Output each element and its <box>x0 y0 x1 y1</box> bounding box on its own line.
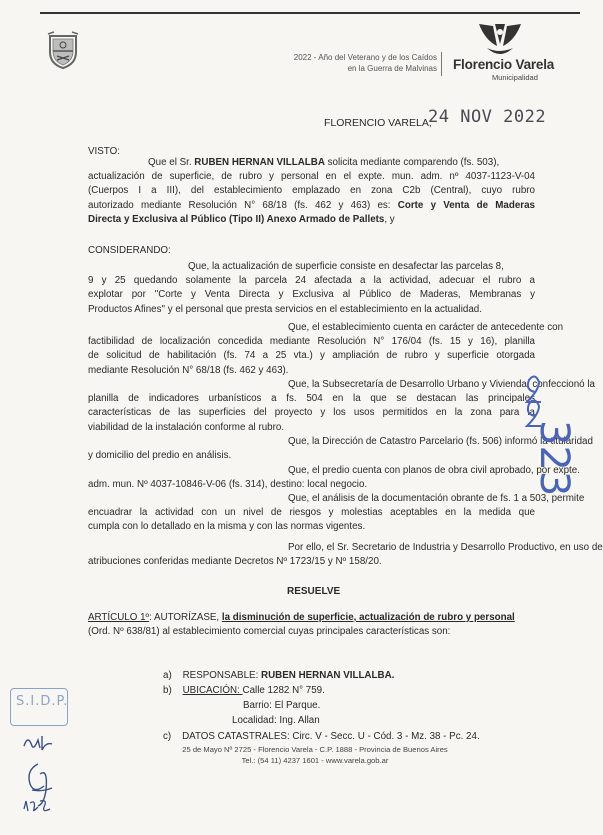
municipality-logo-icon <box>475 22 525 60</box>
paragraph-line: de solicitud de habilitación (fs. 74 a 25 vta.) y ampliación de rubro y superficie otorgada <box>88 350 535 362</box>
item-key: RESPONSABLE: <box>182 670 262 681</box>
paragraph-line: 9 y 25 quedando solamente la parcela 24 afectada a la actividad, adecuar el rubro a <box>88 275 535 287</box>
paragraph-line: Que, el establecimiento cuenta en carácter de antecedente con <box>288 322 564 333</box>
motto-line-1: 2022 - Año del Veterano y de los Caídos <box>293 53 437 62</box>
item-label: b) <box>163 685 172 696</box>
visto-heading: VISTO: <box>88 146 120 157</box>
page-number-stamp <box>505 380 577 580</box>
paragraph-line: factibilidad de localización concedida mediante Resolución N° 176/04 (fs. 15 y 16), planilla <box>88 336 535 348</box>
paragraph-line: Que, el predio cuenta con planos de obra civil aprobado, por expte. <box>288 465 580 476</box>
paragraph-line: características de las superficies del proyecto y los usos permitidos en la zona para la <box>88 407 535 419</box>
rubro-text: Directa y Exclusiva al Público (Tipo II) Anexo Armado de Pallets <box>88 213 385 225</box>
paragraph-line: Productos Afines" y el personal que presta servicios en el establecimiento en la actualidad. <box>88 303 482 315</box>
logo-name: Florencio Varela <box>453 57 555 72</box>
paragraph-line: Que, la Dirección de Catastro Parcelario (fs. 506) informó la titularidad <box>288 436 593 447</box>
date-stamp: 24 NOV 2022 <box>428 107 547 127</box>
place-text: FLORENCIO VARELA, <box>324 117 432 129</box>
paragraph-line: Que, la Subsecretaría de Desarrollo Urbano y Vivienda, confeccionó la <box>288 379 595 390</box>
paragraph-line: y domicilio del predio en análisis. <box>88 450 232 462</box>
item-b-localidad <box>232 714 320 728</box>
item-label: c) <box>163 731 172 742</box>
header-divider <box>441 52 442 76</box>
footer-address: 25 de Mayo Nº 2725 - Florencio Varela - C.P. 1888 - Provincia de Buenos Aires <box>182 745 448 754</box>
item-a <box>163 669 394 683</box>
paragraph-line: Que, el análisis de la documentación obrante de fs. 1 a 503, permite <box>288 493 585 504</box>
sidp-stamp-text: S.I.D.P. <box>16 694 69 709</box>
item-b <box>163 684 325 698</box>
articulo-1 <box>88 611 535 639</box>
paragraph-line: Por ello, el Sr. Secretario de Industria y Desarrollo Productivo, en uso de <box>288 542 603 553</box>
visto-text: Que el Sr. <box>148 157 195 168</box>
paragraph-line: atribuciones conferidas mediante Decretos Nº 1723/15 y Nº 158/20. <box>88 556 382 568</box>
paragraph-line: mediante Resolución N° 68/18 (fs. 462 y 463). <box>88 364 289 376</box>
item-value: RUBEN HERNAN VILLALBA. <box>261 670 395 681</box>
motto-line-2: en la Guerra de Malvinas <box>347 64 437 73</box>
article-label: ARTÍCULO 1º <box>88 612 150 623</box>
crest-icon <box>46 30 80 70</box>
considerando-paragraph-4 <box>88 435 593 463</box>
visto-text: solicita mediante comparendo (fs. 503), <box>324 157 500 168</box>
visto-line-3: (Cuerpos I a III), del establecimiento emplazado en zona C2b (Central), cuyo rubro <box>88 185 535 197</box>
visto-line-5 <box>88 213 535 227</box>
visto-paragraph <box>88 156 535 227</box>
considerando-paragraph-1 <box>88 260 535 317</box>
rubro-text: Corte y Venta de Maderas <box>397 199 535 211</box>
considerando-paragraph-6 <box>88 492 585 535</box>
item-label: a) <box>163 670 172 681</box>
considerando-paragraph-7 <box>88 541 603 569</box>
item-key: Localidad: <box>232 715 280 726</box>
year-motto <box>177 52 437 74</box>
paragraph-line: encuadrar la actividad con un nivel de riesgos y molestias aceptables en la medida que <box>88 507 535 519</box>
visto-line-2: actualización de superficie, de rubro y personal en el expte. mun. adm. nº 4037-1123-V-04 <box>88 171 535 183</box>
paragraph-line: viabilidad de la instalación conforme al rubro. <box>88 421 285 433</box>
paragraph-line: planilla de indicadores urbanísticos a fs. 504 en la que se destacan las principales <box>88 393 535 405</box>
article-subject: la disminución de superficie, actualización de rubro y personal <box>221 612 515 623</box>
paragraph-line: Que, la actualización de superficie consiste en desafectar las parcelas 8, <box>188 261 504 272</box>
initials-signature <box>18 728 58 756</box>
considerando-heading: CONSIDERANDO: <box>88 245 171 256</box>
paragraph-line: cumpla con lo detallado en la misma y con las normas vigentes. <box>88 521 366 533</box>
considerando-paragraph-2 <box>88 321 564 378</box>
page-number: 323 <box>531 420 577 497</box>
item-value: Ing. Allan <box>279 715 320 726</box>
item-b-barrio: Barrio: El Parque. <box>243 700 321 711</box>
handwritten-note <box>20 795 56 817</box>
article-verb: : AUTORÍZASE, <box>149 612 222 623</box>
item-c <box>163 730 480 744</box>
considerando-paragraph-5 <box>88 464 580 492</box>
applicant-name: RUBEN HERNAN VILLALBA <box>194 157 325 168</box>
visto-line-4 <box>88 199 535 213</box>
paragraph-line: adm. mun. Nº 4037-10846-V-06 (fs. 314), destino: local negocio. <box>88 479 368 491</box>
item-value: DATOS CATASTRALES: Circ. V - Secc. U - Cód. 3 - Mz. 38 - Pc. 24. <box>182 731 480 742</box>
visto-text: autorizado mediante Resolución N° 68/18 (fs. 462 y 463) es: <box>88 199 398 211</box>
articulo-1-line-2: (Ord. Nº 638/81) al establecimiento comercial cuyas principales características son: <box>88 626 451 638</box>
considerando-paragraph-3 <box>88 378 595 435</box>
logo-subtitle: Municipalidad <box>492 73 538 82</box>
item-value: Calle 1282 N° 759. <box>242 685 325 696</box>
visto-text: , y <box>384 213 395 225</box>
item-key: UBICACIÓN: <box>182 685 243 696</box>
articulo-1-line-1 <box>88 611 535 625</box>
footer-contact: Tel.: (54 11) 4237 1601 - www.varela.gob.ar <box>241 756 389 765</box>
top-rule <box>40 12 580 14</box>
visto-line-1 <box>88 156 535 170</box>
footer <box>140 744 490 766</box>
paragraph-line: explotar por "Corte y Venta Directa y Exclusiva al Público de Maderas, Membranas y <box>88 289 535 301</box>
resuelve-heading: RESUELVE <box>287 586 341 597</box>
